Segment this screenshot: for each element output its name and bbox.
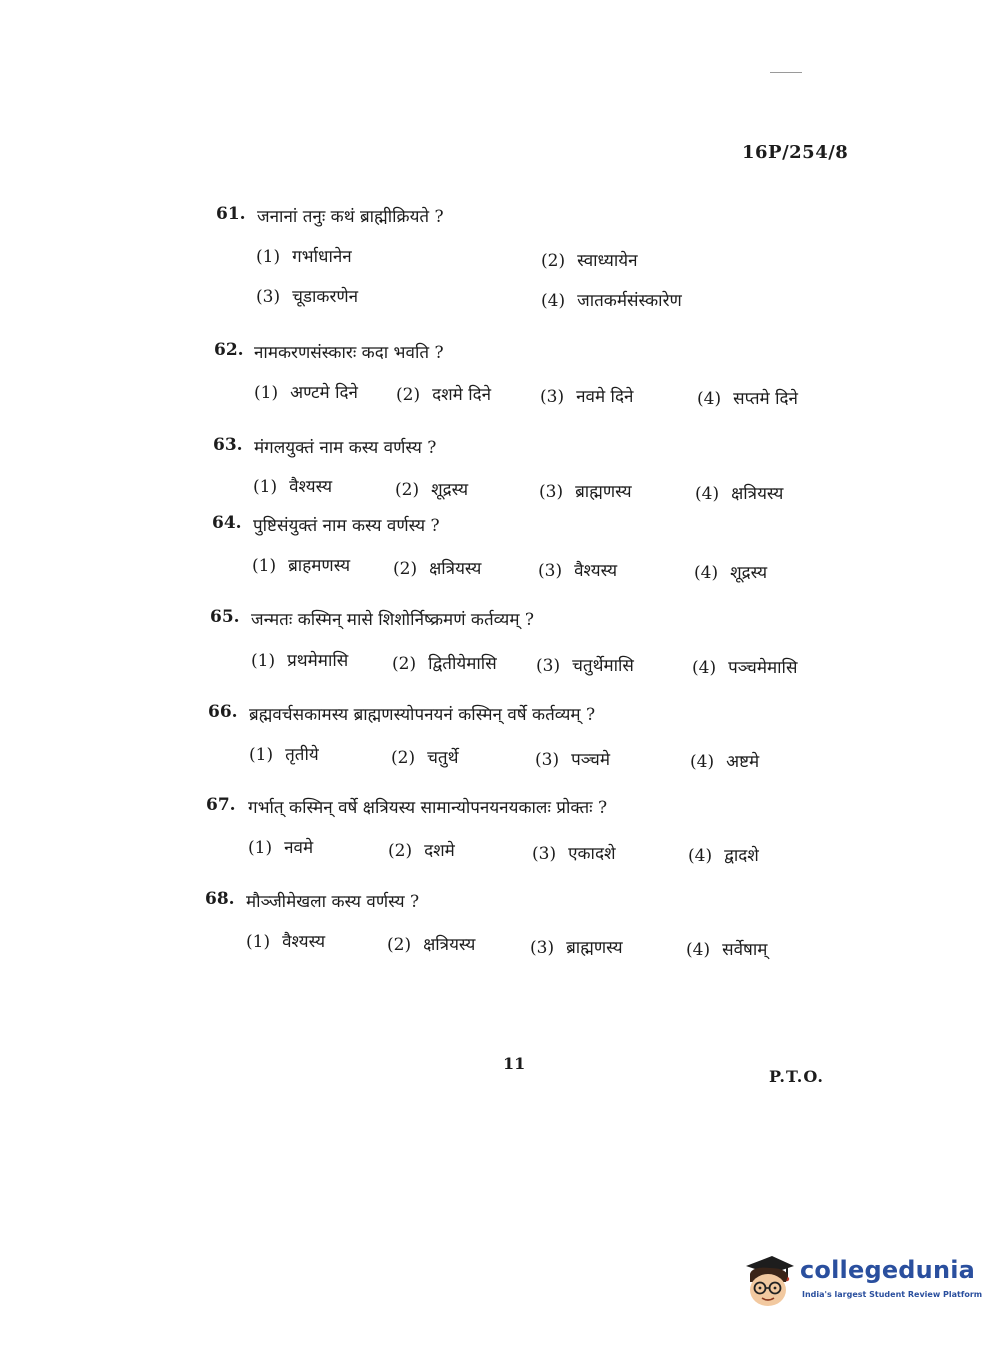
option	[686, 937, 767, 960]
option	[388, 838, 455, 861]
question-number: 63.	[213, 435, 243, 455]
option-text: वैश्यस्य	[282, 932, 326, 952]
question-number: 65.	[210, 607, 240, 627]
option	[254, 380, 358, 403]
top-rule	[770, 72, 802, 73]
option	[690, 749, 759, 772]
option-text: दशमे	[424, 841, 455, 861]
option-text: क्षत्रियस्य	[423, 935, 476, 955]
option-text: ब्राह्मणस्य	[575, 482, 632, 502]
option	[541, 248, 638, 271]
option	[535, 747, 610, 770]
option-number: (1)	[254, 383, 279, 403]
option-text: पञ्चमे	[571, 750, 610, 770]
option	[395, 477, 468, 500]
option	[538, 558, 617, 581]
option-text: नवमे	[284, 838, 314, 858]
option-number: (3)	[256, 287, 281, 307]
option-text: सर्वेषाम्	[722, 940, 768, 960]
question-text: नामकरणसंस्कारः कदा भवति ?	[254, 343, 444, 363]
collegedunia-watermark	[742, 1248, 983, 1312]
option-number: (2)	[388, 841, 413, 861]
option-text: प्रथमेमासि	[287, 651, 349, 671]
mascot-icon	[742, 1252, 796, 1308]
option	[692, 655, 797, 678]
option-number: (3)	[532, 844, 557, 864]
option-text: ब्राहमणस्य	[288, 556, 351, 576]
option-number: (4)	[690, 752, 715, 772]
option-text: अण्टमे दिने	[290, 383, 358, 403]
option-text: अष्टमे	[726, 752, 760, 772]
option-text: नवमे दिने	[576, 387, 634, 407]
brand-name: collegedunia	[800, 1256, 976, 1284]
option-number: (3)	[536, 656, 561, 676]
option	[540, 384, 633, 407]
option	[396, 382, 491, 405]
option-text: गर्भाधानेन	[292, 247, 352, 267]
option	[246, 929, 325, 952]
question-number: 68.	[205, 889, 235, 909]
question-number: 62.	[214, 340, 244, 360]
option-text: पञ्चमेमासि	[728, 658, 798, 678]
question-text: ब्रह्मवर्चसकामस्य ब्राह्मणस्योपनयनं कस्मिन् वर्षे कर्तव्यम् ?	[249, 705, 596, 725]
option	[539, 479, 632, 502]
option	[253, 474, 332, 497]
option-text: स्वाध्यायेन	[577, 251, 638, 271]
option	[694, 560, 767, 583]
option	[387, 932, 475, 955]
option-text: वैश्यस्य	[574, 561, 618, 581]
option-text: द्वादशे	[724, 846, 759, 866]
option	[541, 288, 682, 311]
option-number: (4)	[692, 658, 717, 678]
paper-code: 16P/254/8	[742, 142, 849, 163]
option	[249, 742, 319, 765]
question-text: गर्भात् कस्मिन् वर्षे क्षत्रियस्य सामान्योपनयनयकालः प्रोक्तः ?	[248, 798, 608, 818]
pto-label: P.T.O.	[769, 1067, 824, 1086]
option-text: चतुर्थेमासि	[572, 656, 634, 676]
option	[391, 745, 458, 768]
option	[536, 653, 634, 676]
option-number: (2)	[395, 480, 420, 500]
option-number: (2)	[393, 559, 418, 579]
option-number: (1)	[252, 556, 277, 576]
option-number: (3)	[540, 387, 565, 407]
option-number: (4)	[697, 389, 722, 409]
question-text: मंगलयुक्तं नाम कस्य वर्णस्य ?	[254, 438, 437, 458]
option-number: (4)	[688, 846, 713, 866]
option-text: क्षत्रियस्य	[731, 484, 784, 504]
question-text: जन्मतः कस्मिन् मासे शिशोर्निष्क्रमणं कर्तव्यम् ?	[251, 610, 535, 630]
question-text: मौञ्जीमेखला कस्य वर्णस्य ?	[246, 892, 420, 912]
page-number: 11	[503, 1054, 526, 1073]
option-text: शूद्रस्य	[431, 480, 469, 500]
option-text: वैश्यस्य	[289, 477, 333, 497]
option-number: (4)	[694, 563, 719, 583]
question-number: 61.	[216, 204, 246, 224]
option	[688, 843, 759, 866]
option-text: चूडाकरणेन	[292, 287, 359, 307]
option	[248, 835, 313, 858]
question-text: पुष्टिसंयुक्तं नाम कस्य वर्णस्य ?	[253, 516, 440, 536]
option-text: क्षत्रियस्य	[429, 559, 482, 579]
question-number: 66.	[208, 702, 238, 722]
option	[392, 651, 497, 674]
option-number: (3)	[535, 750, 560, 770]
option	[256, 284, 358, 307]
option	[697, 386, 798, 409]
brand-tagline: India's largest Student Review Platform	[802, 1290, 983, 1299]
option-text: दशमे दिने	[432, 385, 492, 405]
option-number: (1)	[249, 745, 274, 765]
option-text: द्वितीयेमासि	[428, 654, 497, 674]
option-number: (1)	[256, 247, 281, 267]
option-number: (2)	[396, 385, 421, 405]
option	[252, 553, 350, 576]
option-number: (1)	[251, 651, 276, 671]
option-number: (2)	[391, 748, 416, 768]
option-number: (2)	[541, 251, 566, 271]
option-number: (4)	[541, 291, 566, 311]
question-text: जनानां तनुः कथं ब्राह्मीक्रियते ?	[257, 207, 444, 227]
option-text: ब्राह्मणस्य	[566, 938, 623, 958]
option-number: (3)	[530, 938, 555, 958]
option	[532, 841, 616, 864]
option	[530, 935, 623, 958]
option-number: (1)	[248, 838, 273, 858]
question-number: 67.	[206, 795, 236, 815]
option-number: (1)	[246, 932, 271, 952]
option	[393, 556, 481, 579]
option-text: तृतीये	[285, 745, 319, 765]
option-text: चतुर्थे	[427, 748, 459, 768]
option-number: (3)	[539, 482, 564, 502]
question-number: 64.	[212, 513, 242, 533]
option-number: (2)	[392, 654, 417, 674]
option-number: (1)	[253, 477, 278, 497]
option-text: शूद्रस्य	[730, 563, 768, 583]
option-number: (2)	[387, 935, 412, 955]
option	[251, 648, 348, 671]
option-number: (4)	[695, 484, 720, 504]
option	[256, 244, 352, 267]
option-text: एकादशे	[568, 844, 616, 864]
option-number: (3)	[538, 561, 563, 581]
option-number: (4)	[686, 940, 711, 960]
option-text: जातकर्मसंस्कारेण	[577, 291, 682, 311]
option	[695, 481, 783, 504]
option-text: सप्तमे दिने	[733, 389, 798, 409]
